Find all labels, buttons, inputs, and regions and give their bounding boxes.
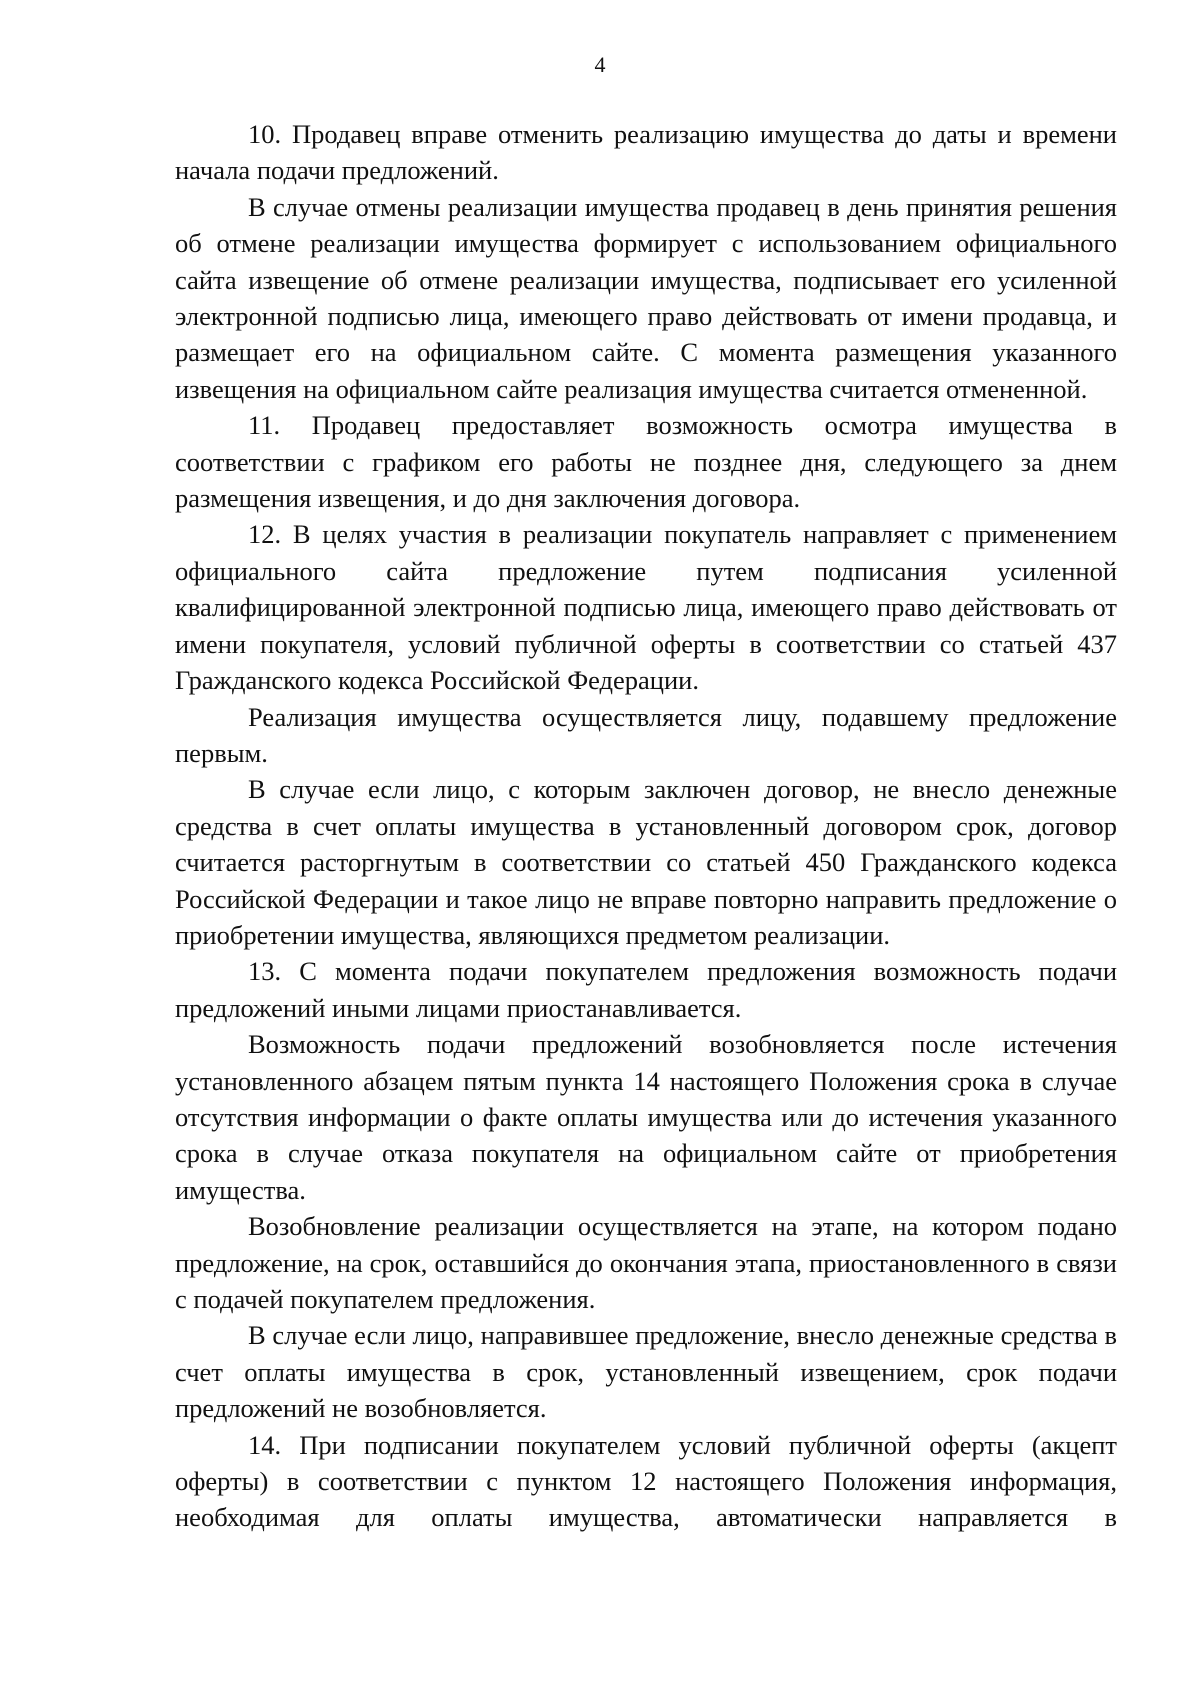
paragraph-contract-termination: В случае если лицо, с которым заключен договор, не внесло денежные средства в счет оплаты имущества в установленный договором срок, договор считается расторгнутым в соответствии со статьей 450 Гражданского кодекса Российской Федерации и такое лицо не вправе повторно направить предложение о приобретении имущества, являющихся предметом реализации. (175, 774, 1117, 950)
paragraph-no-resumption: В случае если лицо, направившее предложение, внесло денежные средства в счет оплаты имущества в срок, установленный извещением, срок подачи предложений не возобновляется. (175, 1320, 1117, 1424)
paragraph-13-suspension: 13. С момента подачи покупателем предложения возможность подачи предложений иными лицами приостанавливается. (175, 956, 1117, 1023)
document-body (175, 116, 1117, 1536)
paragraph-resumption: Возможность подачи предложений возобновляется после истечения установленного абзацем пятым пункта 14 настоящего Положения срока в случае отсутствия информации о факте оплаты имущества или до истечения указанного срока в случае отказа покупателя на официальном сайте от приобретения имущества. (175, 1029, 1117, 1205)
paragraph-11-inspection: 11. Продавец предоставляет возможность осмотра имущества в соответствии с графиком его работы не позднее дня, следующего за днем размещения извещения, и до дня заключения договора. (175, 410, 1117, 514)
paragraph-14-offer-acceptance: 14. При подписании покупателем условий публичной оферты (акцепт оферты) в соответствии с пунктом 12 настоящего Положения информация, необходимая для оплаты имущества, автоматически направляется в (175, 1429, 1117, 1533)
paragraph-12-participation: 12. В целях участия в реализации покупатель направляет с применением официального сайта предложение путем подписания усиленной квалифицированной электронной подписью лица, имеющего право действовать от имени покупателя, условий публичной оферты в соответствии со статьей 437 Гражданского кодекса Российской Федерации. (175, 519, 1117, 696)
paragraph-first-offer: Реализация имущества осуществляется лицу, подавшему предложение первым. (175, 701, 1117, 768)
paragraph-cancellation-notice: В случае отмены реализации имущества продавец в день принятия решения об отмене реализации имущества формирует с использованием официального сайта извещение об отмене реализации имущества, подписывает его усиленной электронной подписью лица, имеющего право действовать от имени продавца, и размещает его на официальном сайте. С момента размещения указанного извещения на официальном сайте реализация имущества считается отмененной. (175, 191, 1117, 404)
paragraph-resumption-stage: Возобновление реализации осуществляется на этапе, на котором подано предложение, на срок, оставшийся до окончания этапа, приостановленного в связи с подачей покупателем предложения. (175, 1211, 1117, 1314)
paragraph-10-cancel-sale: 10. Продавец вправе отменить реализацию имущества до даты и времени начала подачи предложений. (175, 119, 1117, 186)
page-number: 4 (594, 52, 606, 77)
